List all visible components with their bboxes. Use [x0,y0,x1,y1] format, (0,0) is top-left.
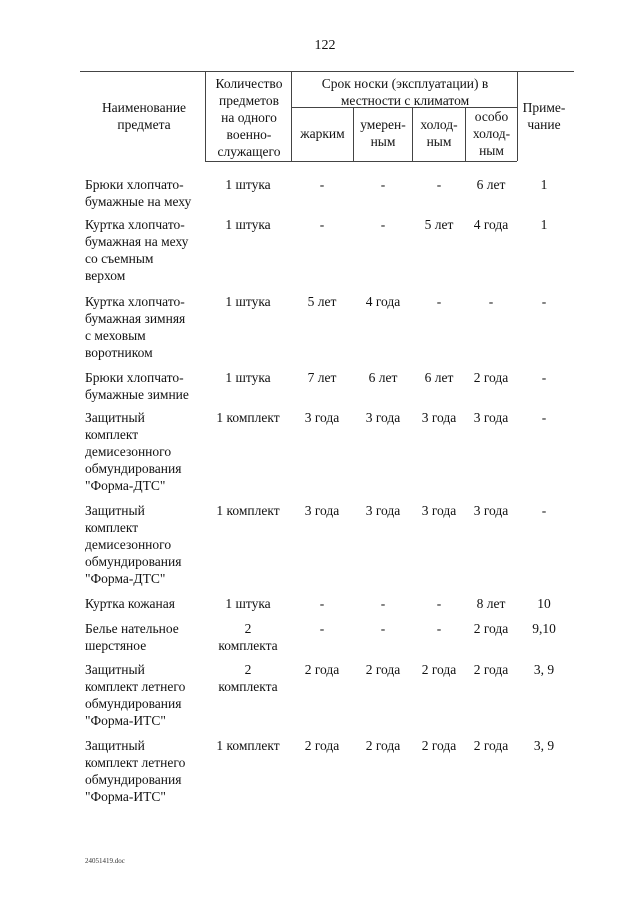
text-line: Куртка хлопчато- [85,217,185,232]
header-divider [291,71,292,161]
text-line: со съемным [85,251,154,266]
term-very-cold: 3 года [473,503,509,518]
text-line: 1 штука [225,177,271,192]
item-quantity [205,293,291,310]
term-very-cold: 8 лет [476,596,506,611]
text-line: на одного [221,110,277,125]
text-line: 1 штука [225,294,271,309]
text-line: обмундирования [85,554,182,569]
header-quantity [207,75,291,160]
term-hot: - [319,177,325,192]
term-moderate: 6 лет [368,370,398,385]
header-name [85,99,203,133]
term-cold: 2 года [421,738,457,753]
text-line: Брюки хлопчато- [85,177,184,192]
term-cold: 3 года [421,503,457,518]
item-name [85,737,203,805]
item-note: 9,10 [532,621,556,636]
text-line: бумажная на меху [85,234,189,249]
header-hot [292,125,353,142]
term-cold: 5 лет [424,217,454,232]
item-quantity [205,369,291,386]
text-line: ным [479,143,504,158]
term-hot: 2 года [304,738,340,753]
text-line: с меховым [85,328,146,343]
text-line: 2 [244,662,252,677]
term-hot: - [319,217,325,232]
text-line: Приме- [522,100,566,115]
item-quantity [205,661,291,695]
header-very-cold [466,108,517,159]
item-name [85,216,203,284]
term-moderate: - [380,621,386,636]
term-cold: - [436,596,442,611]
text-line: 1 штука [225,217,271,232]
term-cold: 3 года [421,410,457,425]
header-hot-text: жарким [300,126,345,141]
header-name-text: Наименование предмета [101,100,187,132]
term-hot: - [319,596,325,611]
header-note [518,99,570,133]
text-line: военно- [226,127,272,142]
item-name [85,369,203,403]
term-cold: - [436,294,442,309]
text-line: умерен- [360,117,406,132]
term-very-cold: 6 лет [476,177,506,192]
item-note: 1 [540,177,548,192]
table-top-rule [80,71,574,72]
text-line: Куртка кожаная [85,596,175,611]
term-moderate: 2 года [365,738,401,753]
text-line: Куртка хлопчато- [85,294,185,309]
item-quantity [205,502,291,519]
text-line: обмундирования [85,772,182,787]
item-note: 3, 9 [533,662,555,677]
term-moderate: 2 года [365,662,401,677]
text-line: бумажные на меху [85,194,192,209]
header-divider [205,71,206,161]
term-very-cold: 2 года [473,662,509,677]
header-bottom-rule [205,161,517,162]
text-line: демисезонного [85,537,172,552]
text-line: служащего [217,144,281,159]
text-line: холод- [420,117,458,132]
text-line: воротником [85,345,153,360]
text-line: "Форма-ИТС" [85,789,166,804]
text-line: холод- [472,126,511,141]
item-name [85,176,203,210]
item-name [85,661,203,729]
item-name [85,502,203,587]
text-line: 1 комплект [216,503,280,518]
text-line: ным [370,134,396,149]
header-cold [413,116,465,150]
item-quantity [205,216,291,233]
item-name [85,409,203,494]
text-line: бумажные зимние [85,387,189,402]
text-line: комплекта [218,638,278,653]
text-line: комплект [85,427,139,442]
text-line: 1 штука [225,596,271,611]
item-note: 1 [540,217,548,232]
term-very-cold: 3 года [473,410,509,425]
term-hot: 7 лет [307,370,337,385]
term-very-cold: 2 года [473,738,509,753]
text-line: шерстяное [85,638,147,653]
text-line: Защитный [85,410,145,425]
item-quantity [205,620,291,654]
term-moderate: 3 года [365,410,401,425]
term-cold: - [436,177,442,192]
text-line: ным [426,134,452,149]
text-line: 1 штука [225,370,271,385]
text-line: "Форма-ДТС" [85,571,166,586]
header-term [293,75,517,109]
item-note: - [541,410,547,425]
item-quantity [205,409,291,426]
item-name [85,595,203,612]
term-hot: 2 года [304,662,340,677]
text-line: предметов [218,93,280,108]
text-line: местности с климатом [340,93,470,108]
text-line: чание [527,117,561,132]
term-moderate: 4 года [365,294,401,309]
text-line: "Форма-ДТС" [85,478,166,493]
text-line: Защитный [85,738,145,753]
text-line: верхом [85,268,126,283]
text-line: комплекта [218,679,278,694]
item-note: - [541,503,547,518]
page-number: 122 [314,38,336,53]
term-very-cold: - [488,294,494,309]
term-hot: - [319,621,325,636]
header-moderate [354,116,412,150]
item-quantity [205,176,291,193]
term-hot: 3 года [304,503,340,518]
term-hot: 5 лет [307,294,337,309]
term-hot: 3 года [304,410,340,425]
item-quantity [205,595,291,612]
term-moderate: - [380,596,386,611]
term-moderate: - [380,177,386,192]
term-moderate: 3 года [365,503,401,518]
text-line: 1 комплект [216,738,280,753]
text-line: Защитный [85,503,145,518]
text-line: бумажная зимняя [85,311,186,326]
file-name: 24051419.doc [85,857,125,865]
term-cold: 6 лет [424,370,454,385]
text-line: Защитный [85,662,145,677]
text-line: 1 комплект [216,410,280,425]
item-note: 3, 9 [533,738,555,753]
item-note: - [541,370,547,385]
item-quantity [205,737,291,754]
text-line: демисезонного [85,444,172,459]
text-line: обмундирования [85,461,182,476]
text-line: комплект летнего [85,679,186,694]
term-moderate: - [380,217,386,232]
text-line: комплект [85,520,139,535]
item-note: - [541,294,547,309]
text-line: комплект летнего [85,755,186,770]
item-note: 10 [537,596,551,611]
text-line: Белье нательное [85,621,179,636]
text-line: обмундирования [85,696,182,711]
term-cold: 2 года [421,662,457,677]
term-very-cold: 2 года [473,370,509,385]
term-cold: - [436,621,442,636]
text-line: "Форма-ИТС" [85,713,166,728]
term-very-cold: 4 года [473,217,509,232]
text-line: Количество [215,76,283,91]
text-line: особо [474,109,509,124]
text-line: Брюки хлопчато- [85,370,184,385]
item-name [85,293,203,361]
text-line: Срок носки (эксплуатации) в [321,76,489,91]
term-very-cold: 2 года [473,621,509,636]
item-name [85,620,203,654]
text-line: 2 [244,621,252,636]
